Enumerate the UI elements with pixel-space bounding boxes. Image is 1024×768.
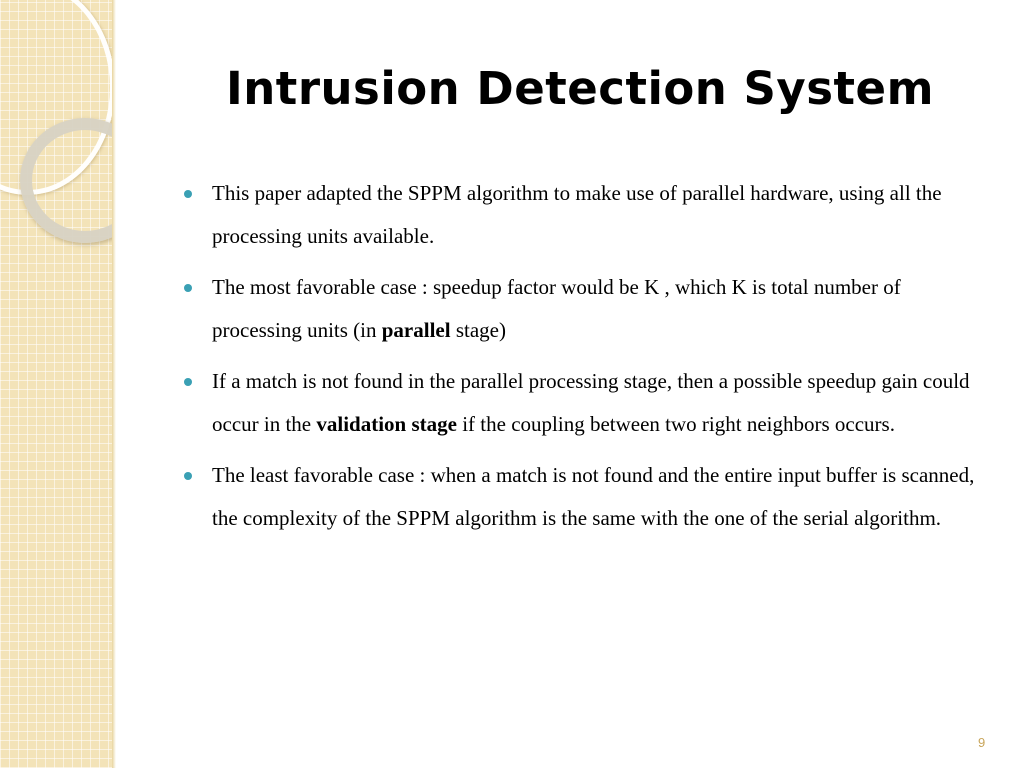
bullet-dot-icon: [184, 190, 192, 198]
bullet-dot-icon: [184, 284, 192, 292]
bullet-item: [182, 360, 982, 446]
bullet-text: The least favorable case : when a match is not found and the entire input buffer is scanned, the complexity of the SPPM algorithm is the same with the one of the serial algorithm.: [212, 463, 975, 530]
bullet-item: [182, 454, 982, 540]
bullet-item: [182, 266, 982, 352]
bullet-dot-icon: [184, 378, 192, 386]
bullet-bold-text: parallel: [381, 318, 451, 342]
bullet-list: [182, 172, 982, 548]
bullet-text: If a match is not found in the parallel processing stage, then a possible speedup gain could occur in the: [212, 369, 970, 436]
side-band-edge: [112, 0, 116, 768]
bullet-bold-text: validation stage: [316, 412, 457, 436]
page-number: 9: [978, 735, 986, 750]
bullet-text: This paper adapted the SPPM algorithm to make use of parallel hardware, using all the processing units available.: [212, 181, 942, 248]
bullet-text-end: if the coupling between two right neighbors occurs.: [456, 412, 895, 436]
bullet-item: [182, 172, 982, 258]
bullet-dot-icon: [184, 472, 192, 480]
decorative-side-band: [0, 0, 112, 768]
bullet-text: The most favorable case : speedup factor would be K , which K is total number of processing units (in: [212, 275, 901, 342]
slide-title: Intrusion Detection System: [226, 62, 934, 115]
bullet-text-end: stage): [450, 318, 506, 342]
